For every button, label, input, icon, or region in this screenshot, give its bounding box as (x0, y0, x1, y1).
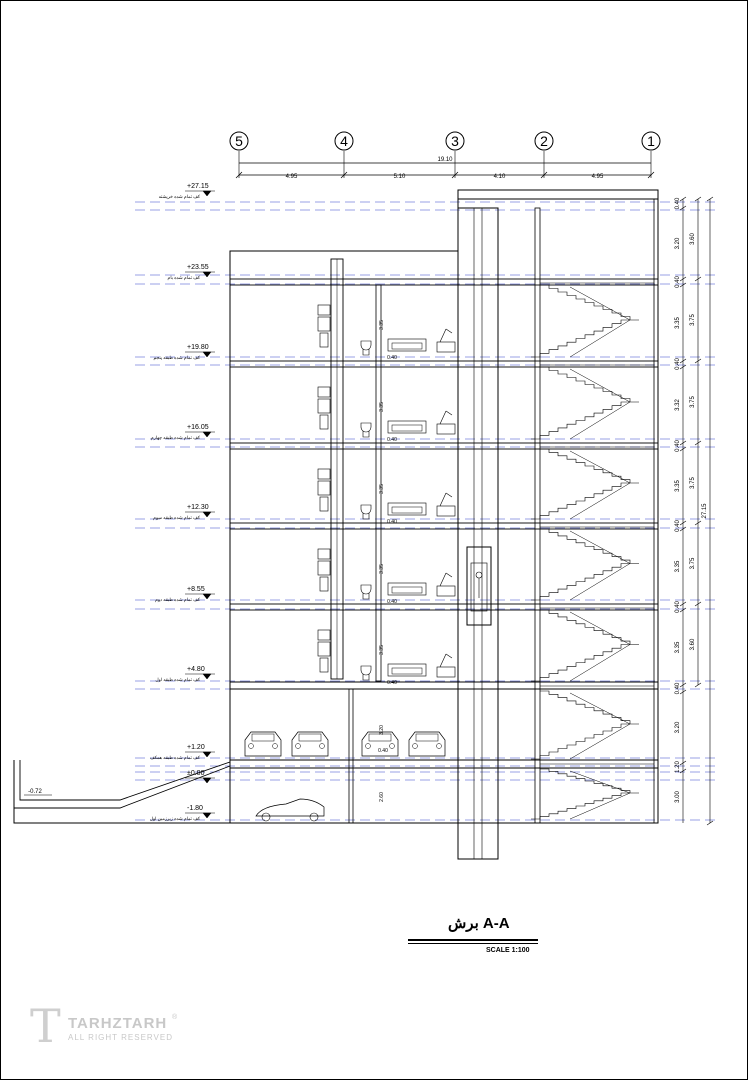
cabinet-icon (320, 333, 328, 347)
ramp-level-label: -0.72 (28, 789, 42, 795)
stair-flight-up (540, 610, 639, 645)
stair-stringer (570, 771, 630, 793)
stair-stringer (570, 369, 630, 402)
right-dimension-chain (675, 197, 713, 825)
level-elevation: +23.55 (187, 264, 209, 271)
level-triangle-icon (203, 191, 211, 196)
level-elevation: +19.80 (187, 344, 209, 351)
stair-flight-down (531, 483, 630, 519)
stair-flight-up (540, 769, 639, 793)
level-triangle-icon (203, 674, 211, 679)
level-triangle-icon (203, 272, 211, 277)
title-underline (408, 939, 538, 941)
level-triangle-icon (203, 778, 211, 783)
sofa-cushion (392, 587, 422, 593)
right-dim-label: 0.40 (675, 440, 681, 452)
right-dim-label: 3.75 (690, 314, 696, 326)
cabinet-icon (318, 305, 330, 315)
cabinet-icon (320, 658, 328, 672)
right-dim-label: 3.20 (675, 237, 681, 250)
right-dim-total-label: 27.15 (702, 503, 708, 519)
roof-parapet (458, 190, 658, 199)
level-lines (135, 202, 715, 820)
armchair-icon (437, 424, 455, 434)
wall-3 (376, 285, 381, 681)
level-elevation: +8.55 (187, 586, 205, 593)
cabinet-icon (318, 317, 330, 331)
grid-bubble-label: 4 (340, 133, 348, 149)
right-dim-label: 3.60 (690, 638, 696, 651)
floor-slab (230, 361, 658, 367)
cabinet-icon (320, 415, 328, 429)
right-dim-label: 3.75 (690, 396, 696, 408)
sofa-cushion (392, 507, 422, 513)
level-elevation: +16.05 (187, 424, 209, 431)
scale-label: SCALE 1:100 (486, 947, 530, 954)
person-icon (476, 572, 482, 578)
right-dim-label: 3.75 (690, 477, 696, 489)
segment-dimension-label: 4.95 (591, 174, 604, 180)
wall-2 (535, 208, 540, 823)
armchair-icon (437, 667, 455, 677)
level-elevation: +12.30 (187, 504, 209, 511)
level-elevation: ±0.00 (187, 770, 205, 777)
grid-bubble-label: 2 (540, 133, 548, 149)
grid-bubble-label: 5 (235, 133, 243, 149)
total-dimension-label: 19.10 (437, 157, 453, 163)
lamp-icon (446, 573, 452, 577)
right-dim-label: 3.35 (675, 641, 681, 654)
lamp-icon (440, 654, 446, 667)
right-dim-label: 0.40 (675, 276, 681, 288)
wall-height-label: 3.35 (379, 564, 385, 574)
stair-stringer (570, 287, 630, 320)
stair-flight-up (540, 529, 639, 564)
lamp-icon (446, 329, 452, 333)
sofa-cushion (392, 343, 422, 349)
basement-height-label: 2.60 (379, 792, 385, 802)
wall-1 (654, 199, 658, 823)
right-dim-label: 3.35 (675, 480, 681, 492)
level-elevation: +4.80 (187, 666, 205, 673)
stair-flight-down (531, 564, 630, 601)
stair-flight-up (540, 367, 639, 402)
cabinet-icon (318, 561, 330, 575)
armchair-icon (437, 506, 455, 516)
slab-label: 0.40 (387, 355, 397, 361)
level-triangle-icon (203, 813, 211, 818)
level-description: کف تمام شده طبقه همکف (149, 755, 200, 760)
level-description: کف تمام شده زیرزمین اول (149, 816, 200, 821)
cabinet-icon (318, 642, 330, 656)
floor-slab (230, 682, 658, 689)
logo-name: TARHZTARH (68, 1015, 168, 1032)
elevator-shaft (458, 208, 498, 859)
level-elevation: +27.15 (187, 183, 209, 190)
cabinet-icon (320, 497, 328, 511)
stair-flight-down (531, 320, 630, 357)
cabinet-icon (318, 387, 330, 397)
segment-dimension-label: 4.10 (493, 174, 506, 180)
wall-height-label: 3.35 (379, 320, 385, 330)
cabinet-icon (318, 630, 330, 640)
right-dim-label: 0.40 (675, 601, 681, 613)
right-dim-label: 3.35 (675, 317, 681, 329)
level-description: کف تمام شده طبقه سوم (153, 515, 200, 520)
level-triangle-icon (203, 432, 211, 437)
level-triangle-icon (203, 752, 211, 757)
segment-dimension-label: 4.95 (285, 174, 298, 180)
cabinet-icon (318, 549, 330, 559)
sofa-cushion (392, 425, 422, 431)
stair-flight-down (531, 645, 630, 682)
lamp-icon (440, 573, 446, 586)
building-structure (14, 190, 658, 859)
stair-flight-up (540, 285, 639, 320)
toilet-icon (361, 585, 371, 599)
basement-column (349, 689, 353, 823)
level-markers (150, 183, 215, 822)
section-title: برش A-A (448, 915, 510, 932)
slab-label: 0.40 (378, 748, 388, 754)
right-dim-label: 3.00 (675, 791, 681, 803)
furniture-symbols (245, 305, 491, 821)
toilet-icon (361, 666, 371, 680)
sofa-cushion (392, 668, 422, 674)
stair-stringer (570, 531, 630, 564)
car-side-icon (256, 799, 324, 816)
lamp-icon (446, 411, 452, 415)
logo-registered: ® (172, 1014, 178, 1021)
level-triangle-icon (203, 512, 211, 517)
cabinet-icon (318, 399, 330, 413)
wall-height-label: 3.35 (379, 402, 385, 412)
parking-height-label: 3.20 (379, 725, 385, 735)
cabinet-icon (318, 481, 330, 495)
level-description: کف تمام شده خرپشته (158, 194, 200, 199)
cabinet-icon (320, 577, 328, 591)
level-description: کف تمام شده طبقه چهارم (150, 435, 200, 440)
stair-flight-up (540, 691, 639, 724)
lamp-icon (446, 493, 452, 497)
stair-stringer (570, 612, 630, 645)
lamp-icon (440, 493, 446, 506)
top-dimension-chain (236, 157, 654, 180)
level-elevation: -1.80 (187, 805, 203, 812)
armchair-icon (437, 342, 455, 352)
level-description: کف تمام شده طبقه پنجم (153, 355, 200, 360)
stair-stringer (570, 693, 630, 724)
level-description: کف تمام شده بام (167, 275, 200, 280)
right-dim-label: 1.20 (675, 761, 681, 773)
title-underline-thin (408, 943, 538, 944)
armchair-icon (437, 586, 455, 596)
level-description: کف تمام شده طبقه دوم (155, 597, 200, 602)
logo-mark-icon: T (30, 999, 61, 1053)
car-front-icon (245, 732, 281, 756)
lamp-icon (446, 654, 452, 658)
right-dim-label: 3.20 (675, 721, 681, 734)
right-dim-label: 0.40 (675, 358, 681, 370)
grid-axis-bubbles (230, 132, 660, 178)
right-dim-label: 0.40 (675, 682, 681, 695)
right-dim-label: 0.40 (675, 197, 681, 210)
floor-slab (230, 443, 658, 449)
grid-bubble-label: 3 (451, 133, 459, 149)
level-elevation: +1.20 (187, 744, 205, 751)
right-dim-label: 3.35 (675, 560, 681, 573)
right-dim-label: 0.40 (675, 520, 681, 532)
toilet-icon (361, 423, 371, 437)
right-dim-label: 3.32 (675, 399, 681, 411)
grid-bubble-label: 1 (647, 133, 655, 149)
toilet-icon (361, 341, 371, 355)
toilet-icon (361, 505, 371, 519)
watermark-logo (30, 999, 190, 1053)
car-front-icon (292, 732, 328, 756)
car-front-icon (409, 732, 445, 756)
slab-label: 0.40 (387, 599, 397, 605)
level-description: کف تمام شده طبقه اول (155, 677, 200, 682)
logo-subtitle: ALL RIGHT RESERVED (68, 1033, 173, 1042)
wall-height-label: 3.35 (379, 645, 385, 655)
lamp-icon (440, 329, 446, 342)
slab-label: 0.40 (387, 437, 397, 443)
stair-flight-down (531, 402, 630, 439)
slab-label: 0.40 (387, 680, 397, 686)
stair-flight-down (531, 724, 630, 759)
level-triangle-icon (203, 594, 211, 599)
wall-height-label: 3.35 (379, 484, 385, 494)
level-triangle-icon (203, 352, 211, 357)
stair-stringer (570, 451, 630, 483)
lamp-icon (440, 411, 446, 424)
right-dim-label: 3.75 (690, 557, 696, 570)
stair-flight-down (531, 793, 630, 819)
stair-flight-up (540, 449, 639, 483)
slab-label: 0.40 (387, 519, 397, 525)
segment-dimension-label: 5.10 (393, 174, 406, 180)
title-block (408, 912, 540, 962)
cabinet-icon (318, 469, 330, 479)
right-dim-label: 3.60 (690, 233, 696, 245)
